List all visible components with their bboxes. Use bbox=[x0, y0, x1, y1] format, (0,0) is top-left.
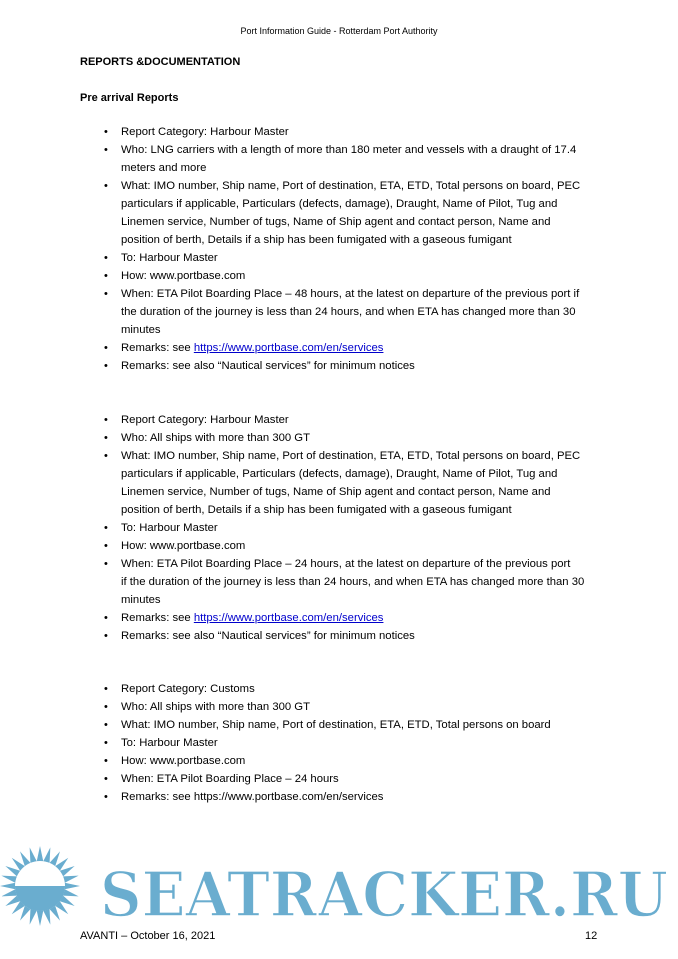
list-item bbox=[0, 770, 678, 788]
bullet-icon: • bbox=[104, 288, 108, 300]
list-item bbox=[0, 285, 678, 339]
item-text: particulars if applicable, Particulars (defects, damage), Draught, Name of Pilot, Tug and bbox=[121, 198, 558, 210]
item-text: the duration of the journey is less than 24 hours, and when ETA has changed more than 30 bbox=[121, 306, 576, 318]
list-item bbox=[0, 267, 678, 285]
sun-ray bbox=[30, 847, 37, 863]
list-item bbox=[0, 698, 678, 716]
item-text: When: ETA Pilot Boarding Place – 24 hours bbox=[121, 773, 339, 785]
sun-ray bbox=[43, 847, 50, 863]
sun-ray bbox=[37, 846, 44, 861]
portbase-services-link[interactable]: https://www.portbase.com/en/services bbox=[193, 342, 384, 354]
bullet-icon: • bbox=[104, 540, 108, 552]
svg-text:SEATRACKER.RU: SEATRACKER.RU bbox=[100, 858, 668, 926]
bullet-icon: • bbox=[104, 791, 108, 803]
list-item bbox=[0, 177, 678, 249]
item-text: When: ETA Pilot Boarding Place – 48 hours, at the latest on departure of the previous port if bbox=[121, 288, 580, 300]
sun-ray bbox=[0, 883, 15, 890]
footer-date: AVANTI – October 16, 2021 bbox=[80, 930, 216, 942]
item-text: Report Category: Harbour Master bbox=[121, 414, 289, 426]
sun-ray bbox=[1, 876, 17, 883]
item-text: Report Category: Harbour Master bbox=[121, 126, 289, 138]
item-text: How: www.portbase.com bbox=[121, 755, 246, 767]
report-block-3 bbox=[0, 680, 678, 806]
list-item bbox=[0, 339, 678, 357]
list-item bbox=[0, 357, 678, 375]
list-item bbox=[0, 680, 678, 698]
bullet-icon: • bbox=[104, 755, 108, 767]
item-text: Who: All ships with more than 300 GT bbox=[121, 432, 310, 444]
bullet-icon: • bbox=[104, 558, 108, 570]
seatracker-watermark-logo bbox=[0, 846, 678, 926]
item-text: position of berth, Details if a ship has been fumigated with a gaseous fumigant bbox=[121, 234, 512, 246]
list-item bbox=[0, 609, 678, 627]
item-text: Remarks: see also “Nautical services” for minimum notices bbox=[121, 630, 415, 642]
item-text: position of berth, Details if a ship has been fumigated with a gaseous fumigant bbox=[121, 504, 512, 516]
item-text: When: ETA Pilot Boarding Place – 24 hours, at the latest on departure of the previous port bbox=[121, 558, 571, 570]
item-text: How: www.portbase.com bbox=[121, 270, 246, 282]
item-text: What: IMO number, Ship name, Port of destination, ETA, ETD, Total persons on board, PEC bbox=[121, 180, 581, 192]
bullet-icon: • bbox=[104, 522, 108, 534]
list-item bbox=[0, 249, 678, 267]
item-text: How: www.portbase.com bbox=[121, 540, 246, 552]
item-text: To: Harbour Master bbox=[121, 522, 218, 534]
item-text: What: IMO number, Ship name, Port of destination, ETA, ETD, Total persons on board bbox=[121, 719, 551, 731]
bullet-icon: • bbox=[104, 773, 108, 785]
item-text: Linemen service, Number of tugs, Name of Ship agent and contact person, Name and bbox=[121, 216, 551, 228]
list-item bbox=[0, 752, 678, 770]
sun-ray bbox=[63, 889, 79, 896]
list-item bbox=[0, 429, 678, 447]
bullet-icon: • bbox=[104, 414, 108, 426]
sun-icon bbox=[0, 846, 80, 926]
bullet-icon: • bbox=[104, 737, 108, 749]
report-block-1 bbox=[0, 123, 678, 375]
bullet-icon: • bbox=[104, 701, 108, 713]
list-item bbox=[0, 537, 678, 555]
bullet-icon: • bbox=[104, 683, 108, 695]
bullet-icon: • bbox=[104, 612, 108, 624]
item-text: To: Harbour Master bbox=[121, 252, 218, 264]
list-item bbox=[0, 627, 678, 645]
list-item bbox=[0, 734, 678, 752]
item-text bbox=[121, 609, 678, 627]
item-text bbox=[121, 339, 678, 357]
item-text: Remarks: see also “Nautical services” for minimum notices bbox=[121, 360, 415, 372]
item-text: particulars if applicable, Particulars (defects, damage), Draught, Name of Pilot, Tug and bbox=[121, 468, 558, 480]
sun-ray bbox=[43, 909, 50, 925]
item-text: What: IMO number, Ship name, Port of destination, ETA, ETD, Total persons on board, PEC bbox=[121, 450, 581, 462]
bullet-icon: • bbox=[104, 450, 108, 462]
item-text: To: Harbour Master bbox=[121, 737, 218, 749]
subsection-title: Pre arrival Reports bbox=[80, 92, 179, 104]
item-text: minutes bbox=[121, 324, 161, 336]
item-text: meters and more bbox=[121, 162, 207, 174]
item-text: Report Category: Customs bbox=[121, 683, 255, 695]
item-text: minutes bbox=[121, 594, 161, 606]
bullet-icon: • bbox=[104, 126, 108, 138]
list-item bbox=[0, 788, 678, 806]
report-block-2 bbox=[0, 411, 678, 645]
item-text: Remarks: see https://www.portbase.com/en/services bbox=[121, 791, 384, 803]
bullet-icon: • bbox=[104, 180, 108, 192]
item-text: Who: All ships with more than 300 GT bbox=[121, 701, 310, 713]
bullet-icon: • bbox=[104, 270, 108, 282]
sun-ray bbox=[65, 883, 80, 890]
page-header: Port Information Guide - Rotterdam Port Authority bbox=[240, 26, 438, 36]
item-text: if the duration of the journey is less than 24 hours, and when ETA has changed more than 30 bbox=[121, 576, 585, 588]
item-text: Remarks: see bbox=[121, 612, 194, 624]
list-item bbox=[0, 141, 678, 177]
list-item bbox=[0, 447, 678, 519]
bullet-icon: • bbox=[104, 144, 108, 156]
bullet-icon: • bbox=[104, 252, 108, 264]
bullet-icon: • bbox=[104, 630, 108, 642]
list-item bbox=[0, 123, 678, 141]
bullet-icon: • bbox=[104, 719, 108, 731]
bullet-icon: • bbox=[104, 432, 108, 444]
page-number: 12 bbox=[585, 930, 598, 942]
sun-ray bbox=[30, 909, 37, 925]
item-text: Who: LNG carriers with a length of more than 180 meter and vessels with a draught of 17.4 bbox=[121, 144, 577, 156]
bullet-icon: • bbox=[104, 342, 108, 354]
list-item bbox=[0, 716, 678, 734]
bullet-icon: • bbox=[104, 360, 108, 372]
list-item bbox=[0, 411, 678, 429]
portbase-services-link[interactable]: https://www.portbase.com/en/services bbox=[193, 612, 384, 624]
section-title: REPORTS &DOCUMENTATION bbox=[80, 56, 241, 68]
item-text: Remarks: see bbox=[121, 342, 194, 354]
sun-ray bbox=[1, 889, 17, 896]
list-item bbox=[0, 519, 678, 537]
sun-ray bbox=[37, 911, 44, 926]
sun-ray bbox=[63, 876, 79, 883]
list-item bbox=[0, 555, 678, 609]
item-text: Linemen service, Number of tugs, Name of Ship agent and contact person, Name and bbox=[121, 486, 551, 498]
